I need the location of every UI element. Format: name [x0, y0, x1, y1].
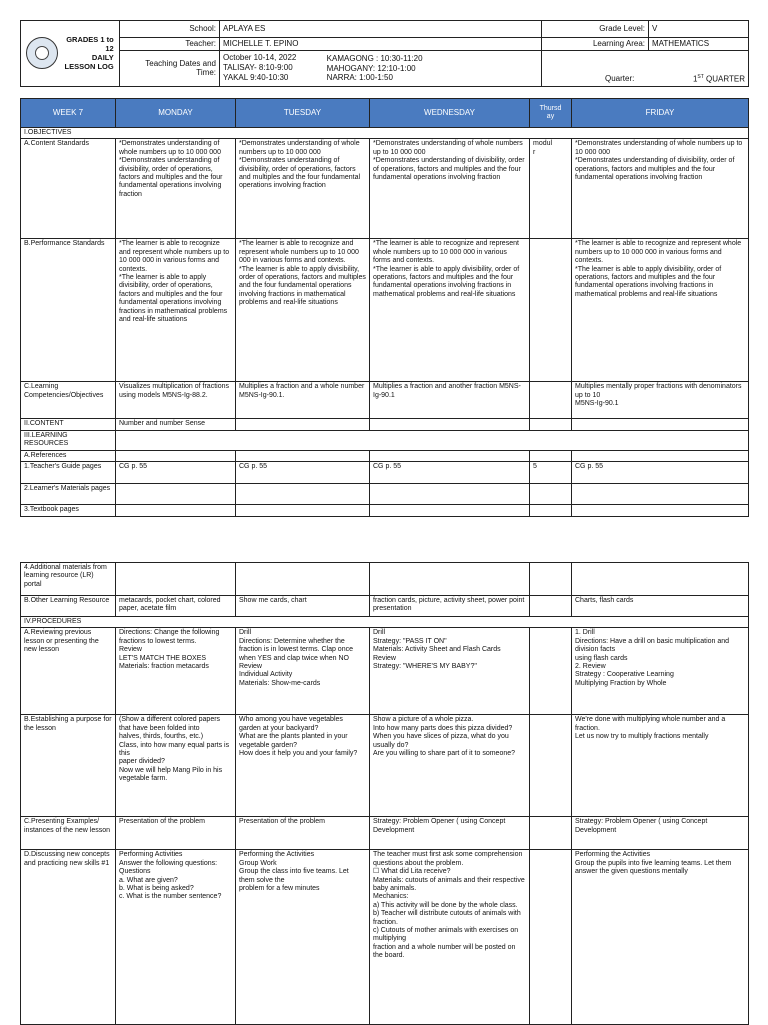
- discussing-fri: Performing the Activities Group the pupils into five learning teams. Let them answer the given questions mentally: [572, 850, 749, 1025]
- header-logo-cell: [21, 21, 120, 87]
- competencies-fri: Multiplies mentally proper fractions with denominators up to 10 M5NS-Ig-90.1: [572, 382, 749, 419]
- teacher-label: Teacher:: [120, 38, 220, 51]
- lm-pages-label: 2.Learner's Materials pages: [21, 484, 116, 505]
- reviewing-wed: Drill Strategy: "PASS IT ON" Materials: Activity Sheet and Flash Cards Review Strategy: "WHERE'S MY BABY?": [370, 628, 530, 715]
- presenting-mon: Presentation of the problem: [116, 817, 236, 850]
- presenting-thu: [530, 817, 572, 850]
- competencies-thu: [530, 382, 572, 419]
- performance-standards-fri: *The learner is able to recognize and represent whole numbers up to 10 000 000 in various forms and contexts. *The learner is able to apply divisibility, order of operations, factors and multiples and the four fundamental operations involving fractions in mathematical problems and real-life situations: [572, 239, 749, 382]
- school-value: APLAYA ES: [220, 21, 542, 38]
- col-thursday: Thursd ay: [530, 99, 572, 128]
- establishing-fri: We're done with multiplying whole number and a fraction. Let us now try to multiply fractions mentally: [572, 715, 749, 817]
- establishing-tue: Who among you have vegetables garden at your backyard? What are the plants planted in your vegetable garden? How does it help you and your family?: [236, 715, 370, 817]
- references-fri: [572, 450, 749, 461]
- lm-pages-mon: [116, 484, 236, 505]
- establishing-thu: [530, 715, 572, 817]
- additional-materials-fri: [572, 563, 749, 596]
- additional-materials-mon: [116, 563, 236, 596]
- competencies-wed: Multiplies a fraction and another fraction M5NS-Ig-90.1: [370, 382, 530, 419]
- other-resources-thu: [530, 596, 572, 617]
- lm-pages-tue: [236, 484, 370, 505]
- presenting-tue: Presentation of the problem: [236, 817, 370, 850]
- competencies-label: C.Learning Competencies/Objectives: [21, 382, 116, 419]
- establishing-label: B.Establishing a purpose for the lesson: [21, 715, 116, 817]
- textbook-pages-thu: [530, 505, 572, 516]
- presenting-label: C.Presenting Examples/ instances of the new lesson: [21, 817, 116, 850]
- learning-resources-blank: [116, 430, 749, 450]
- discussing-wed: The teacher must first ask some comprehension questions about the problem. ☐ What did Lita receive? Materials: cutouts of animals and their respective baby animals. Mechanics: a) This activity will be done by the whole class. b) Teacher will distribute cutouts of animals with fraction. c) Cutouts of mother animals with exercises on multiplying fraction and a whole number will be posted on the board.: [370, 850, 530, 1025]
- reviewing-mon: Directions: Change the following fractions to lowest terms. Review LET'S MATCH THE BOXES Materials: fraction metacards: [116, 628, 236, 715]
- lm-pages-fri: [572, 484, 749, 505]
- reviewing-tue: Drill Directions: Determine whether the fraction is in lowest terms. Clap once when YES and clap twice when NO Review Individual Activity Materials: Show-me-cards: [236, 628, 370, 715]
- references-thu: [530, 450, 572, 461]
- quarter-cell: [542, 50, 749, 86]
- discussing-thu: [530, 850, 572, 1025]
- discussing-label: D.Discussing new concepts and practicing new skills #1: [21, 850, 116, 1025]
- references-heading: A.References: [21, 450, 116, 461]
- content-tue: [236, 419, 370, 430]
- lm-pages-wed: [370, 484, 530, 505]
- additional-materials-tue: [236, 563, 370, 596]
- discussing-tue: Performing the Activities Group Work Group the class into five teams. Let them solve the problem for a few minutes: [236, 850, 370, 1025]
- lesson-log-table-page1: [20, 98, 749, 517]
- schedule-col-b: KAMAGONG : 10:30-11:20 MAHOGANY: 12:10-1:00 NARRA: 1:00-1:50: [326, 54, 423, 83]
- learning-area-value: MATHEMATICS: [649, 38, 749, 51]
- learning-resources-heading: III.LEARNING RESOURCES: [21, 430, 116, 450]
- teacher-value: MICHELLE T. EPINO: [220, 38, 542, 51]
- dates-label: Teaching Dates and Time:: [120, 50, 220, 86]
- learning-area-label: Learning Area:: [542, 38, 649, 51]
- content-standards-thu: modul r: [530, 139, 572, 239]
- content-mon: Number and number Sense: [116, 419, 236, 430]
- presenting-fri: Strategy: Problem Opener ( using Concept Development: [572, 817, 749, 850]
- performance-standards-wed: *The learner is able to recognize and represent whole numbers up to 10 000 000 in various forms and contexts. *The learner is able to apply divisibility, order of operations, factors and multiples and the four fundamental operations involving fractions in mathematical problems and real-life situations: [370, 239, 530, 382]
- objectives-heading: I.OBJECTIVES: [21, 128, 749, 139]
- performance-standards-mon: *The learner is able to recognize and represent whole numbers up to 10 000 000 in various forms and contexts. *The learner is able to apply divisibility, order of operations, factors and multiples and the four fundamental operations involving fractions in mathematical problems and real-life situations: [116, 239, 236, 382]
- content-label: II.CONTENT: [21, 419, 116, 430]
- additional-materials-wed: [370, 563, 530, 596]
- other-resources-tue: Show me cards, chart: [236, 596, 370, 617]
- establishing-mon: (Show a different colored papers that have been folded into halves, thirds, fourths, etc.) Class, into how many equal parts is this paper divided? Now we will help Mang Pilo in his vegetable farm.: [116, 715, 236, 817]
- tg-pages-fri: CG p. 55: [572, 462, 749, 484]
- quarter-suffix: ST: [697, 74, 704, 81]
- other-resources-label: B.Other Learning Resource: [21, 596, 116, 617]
- reviewing-thu: [530, 628, 572, 715]
- col-wednesday: WEDNESDAY: [370, 99, 530, 128]
- references-mon: [116, 450, 236, 461]
- tg-pages-tue: CG p. 55: [236, 462, 370, 484]
- schedule-col-a: TALISAY- 8:10-9:00 YAKAL 9:40-10:30: [223, 63, 293, 82]
- textbook-pages-tue: [236, 505, 370, 516]
- content-standards-wed: *Demonstrates understanding of whole numbers up to 10 000 000 *Demonstrates understanding of divisibility, order of operations, factors and multiples and the four fundamental operations involving fraction: [370, 139, 530, 239]
- quarter-word: QUARTER: [703, 75, 745, 84]
- performance-standards-label: B.Performance Standards: [21, 239, 116, 382]
- additional-materials-label: 4.Additional materials from learning resource (LR) portal: [21, 563, 116, 596]
- grade-level-value: V: [649, 21, 749, 38]
- textbook-pages-label: 3.Textbook pages: [21, 505, 116, 516]
- lm-pages-thu: [530, 484, 572, 505]
- deped-seal-icon: [26, 37, 58, 69]
- other-resources-mon: metacards, pocket chart, colored paper, acetate film: [116, 596, 236, 617]
- school-label: School:: [120, 21, 220, 38]
- discussing-mon: Performing Activities Answer the following questions: Questions a. What are given? b. What is being asked? c. What is the number sentence?: [116, 850, 236, 1025]
- header-table: [20, 20, 749, 87]
- presenting-wed: Strategy: Problem Opener ( using Concept Development: [370, 817, 530, 850]
- performance-standards-tue: *The learner is able to recognize and represent whole numbers up to 10 000 000 in various forms and contexts. *The learner is able to apply divisibility, order of operations, factors and multiples and the four fundamental operations involving fractions in mathematical problems and real-life situations: [236, 239, 370, 382]
- dates-value: [220, 50, 542, 86]
- establishing-wed: Show a picture of a whole pizza. Into how many parts does this pizza divided? When you have slices of pizza, what do you usually do? Are you willing to share part of it to someone?: [370, 715, 530, 817]
- competencies-tue: Multiplies a fraction and a whole number M5NS-Ig-90.1.: [236, 382, 370, 419]
- content-standards-mon: *Demonstrates understanding of whole numbers up to 10 000 000 *Demonstrates understanding of divisibility, order of operations, factors and multiples and the four fundamental operations involving fraction: [116, 139, 236, 239]
- reviewing-label: A.Reviewing previous lesson or presenting the new lesson: [21, 628, 116, 715]
- content-fri: [572, 419, 749, 430]
- procedures-heading: IV.PROCEDURES: [21, 617, 749, 628]
- tg-pages-mon: CG p. 55: [116, 462, 236, 484]
- competencies-mon: Visualizes multiplication of fractions using models M5NS-Ig-88.2.: [116, 382, 236, 419]
- quarter-label: Quarter:: [605, 74, 635, 84]
- content-thu: [530, 419, 572, 430]
- other-resources-wed: fraction cards, picture, activity sheet, power point presentation: [370, 596, 530, 617]
- tg-pages-thu: 5: [530, 462, 572, 484]
- col-friday: FRIDAY: [572, 99, 749, 128]
- quarter-value: [693, 74, 745, 84]
- other-resources-fri: Charts, flash cards: [572, 596, 749, 617]
- content-standards-label: A.Content Standards: [21, 139, 116, 239]
- col-week: WEEK 7: [21, 99, 116, 128]
- grades-title: GRADES 1 to 12 DAILY LESSON LOG: [64, 35, 114, 72]
- performance-standards-thu: [530, 239, 572, 382]
- content-standards-fri: *Demonstrates understanding of whole numbers up to 10 000 000 *Demonstrates understanding of divisibility, order of operations, factors and multiples and the four fundamental operations involving fraction: [572, 139, 749, 239]
- additional-materials-thu: [530, 563, 572, 596]
- references-wed: [370, 450, 530, 461]
- textbook-pages-fri: [572, 505, 749, 516]
- textbook-pages-mon: [116, 505, 236, 516]
- col-monday: MONDAY: [116, 99, 236, 128]
- content-standards-tue: *Demonstrates understanding of whole numbers up to 10 000 000 *Demonstrates understanding of divisibility, order of operations, factors and multiples and the four fundamental operations involving fraction: [236, 139, 370, 239]
- tg-pages-label: 1.Teacher's Guide pages: [21, 462, 116, 484]
- date-line: October 10-14, 2022: [223, 53, 297, 63]
- reviewing-fri: 1. Drill Directions: Have a drill on basic multiplication and division facts using flash cards 2. Review Strategy : Cooperative Learning Multiplying Fraction by Whole: [572, 628, 749, 715]
- lesson-log-table-page2: [20, 562, 749, 1025]
- quarter-number: 1: [692, 75, 698, 84]
- textbook-pages-wed: [370, 505, 530, 516]
- tg-pages-wed: CG p. 55: [370, 462, 530, 484]
- col-tuesday: TUESDAY: [236, 99, 370, 128]
- grade-level-label: Grade Level:: [542, 21, 649, 38]
- content-wed: [370, 419, 530, 430]
- references-tue: [236, 450, 370, 461]
